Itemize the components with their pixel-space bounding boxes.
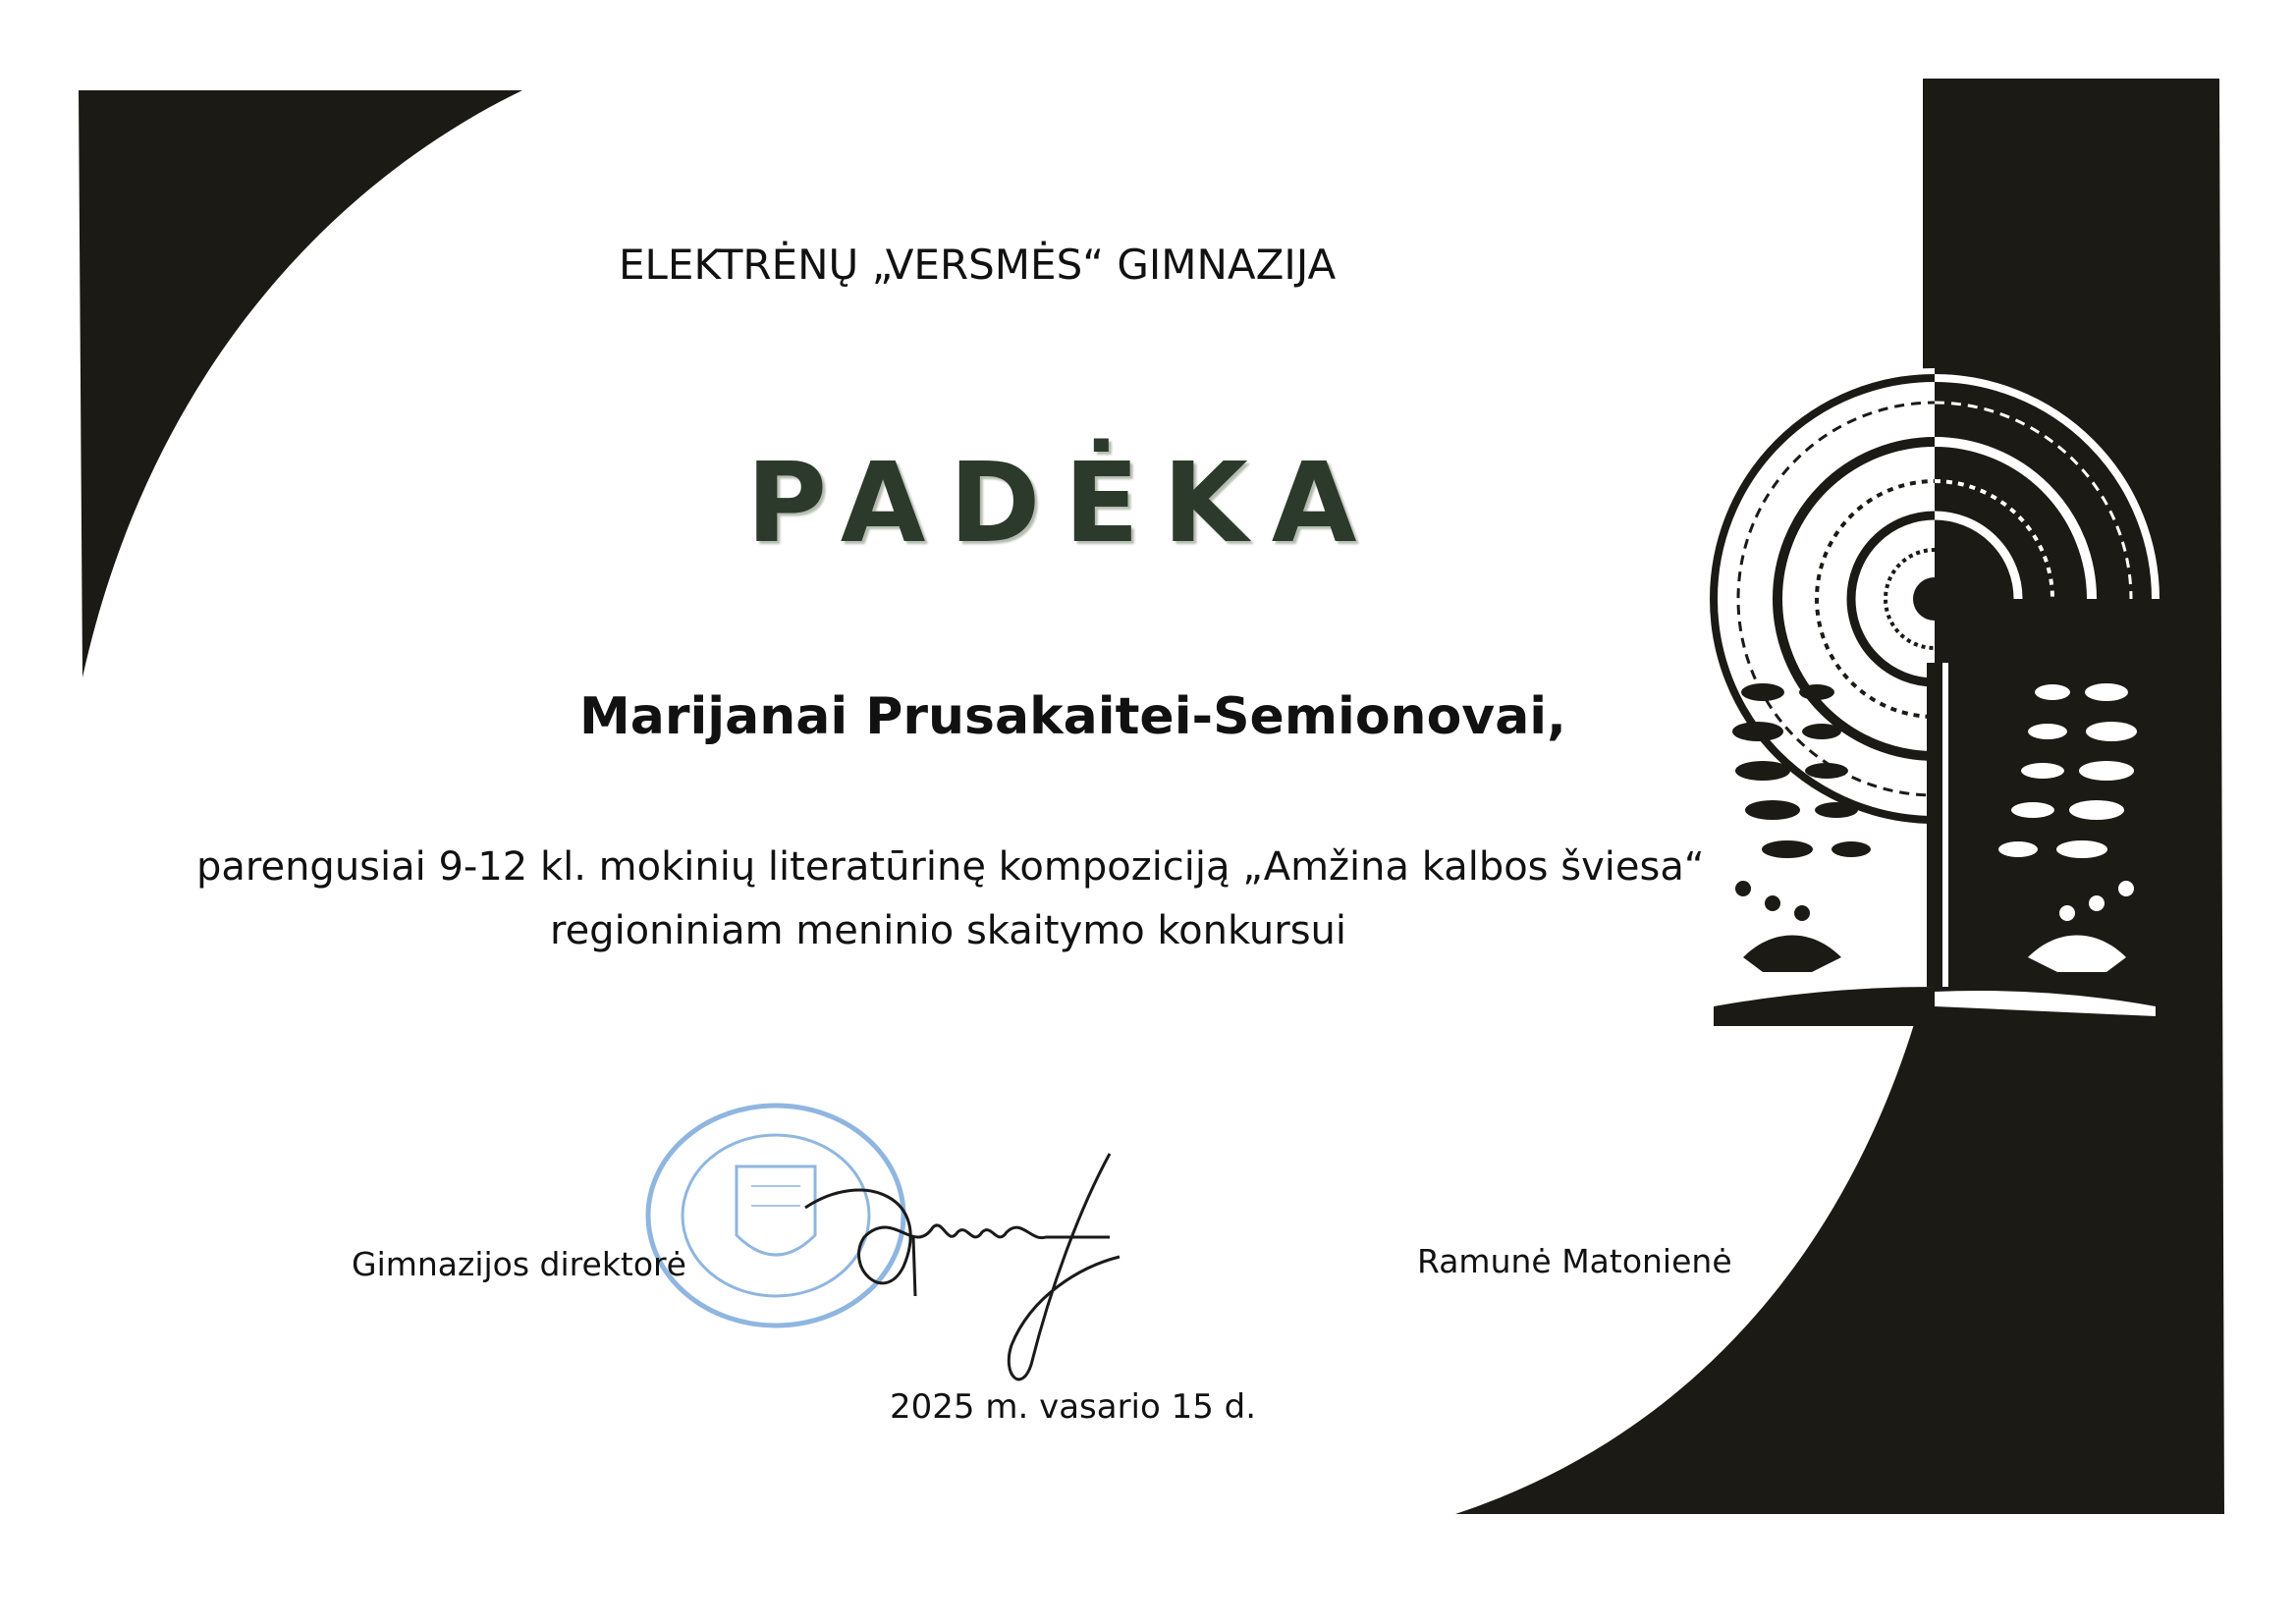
signer-role: Gimnazijos direktorė — [352, 1245, 686, 1283]
folk-art-tree-icon — [1704, 368, 2165, 1026]
recipient-name: Marijanai Prusakaitei-Semionovai, — [579, 687, 1566, 746]
description-line-2: regioniniam meninio skaitymo konkursui — [550, 908, 1346, 953]
description-line-1: parengusiai 9-12 kl. mokinių literatūrinę kompoziciją „Amžina kalbos šviesa“ — [196, 844, 1705, 890]
issue-date: 2025 m. vasario 15 d. — [890, 1387, 1257, 1427]
signer-name: Ramunė Matonienė — [1417, 1242, 1732, 1280]
left-corner-wedge — [79, 90, 522, 677]
handwritten-signature — [786, 1149, 1159, 1394]
school-name: ELEKTRĖNŲ „VERSMĖS“ GIMNAZIJA — [619, 241, 1337, 289]
certificate-title: PADĖKA — [746, 440, 1381, 568]
